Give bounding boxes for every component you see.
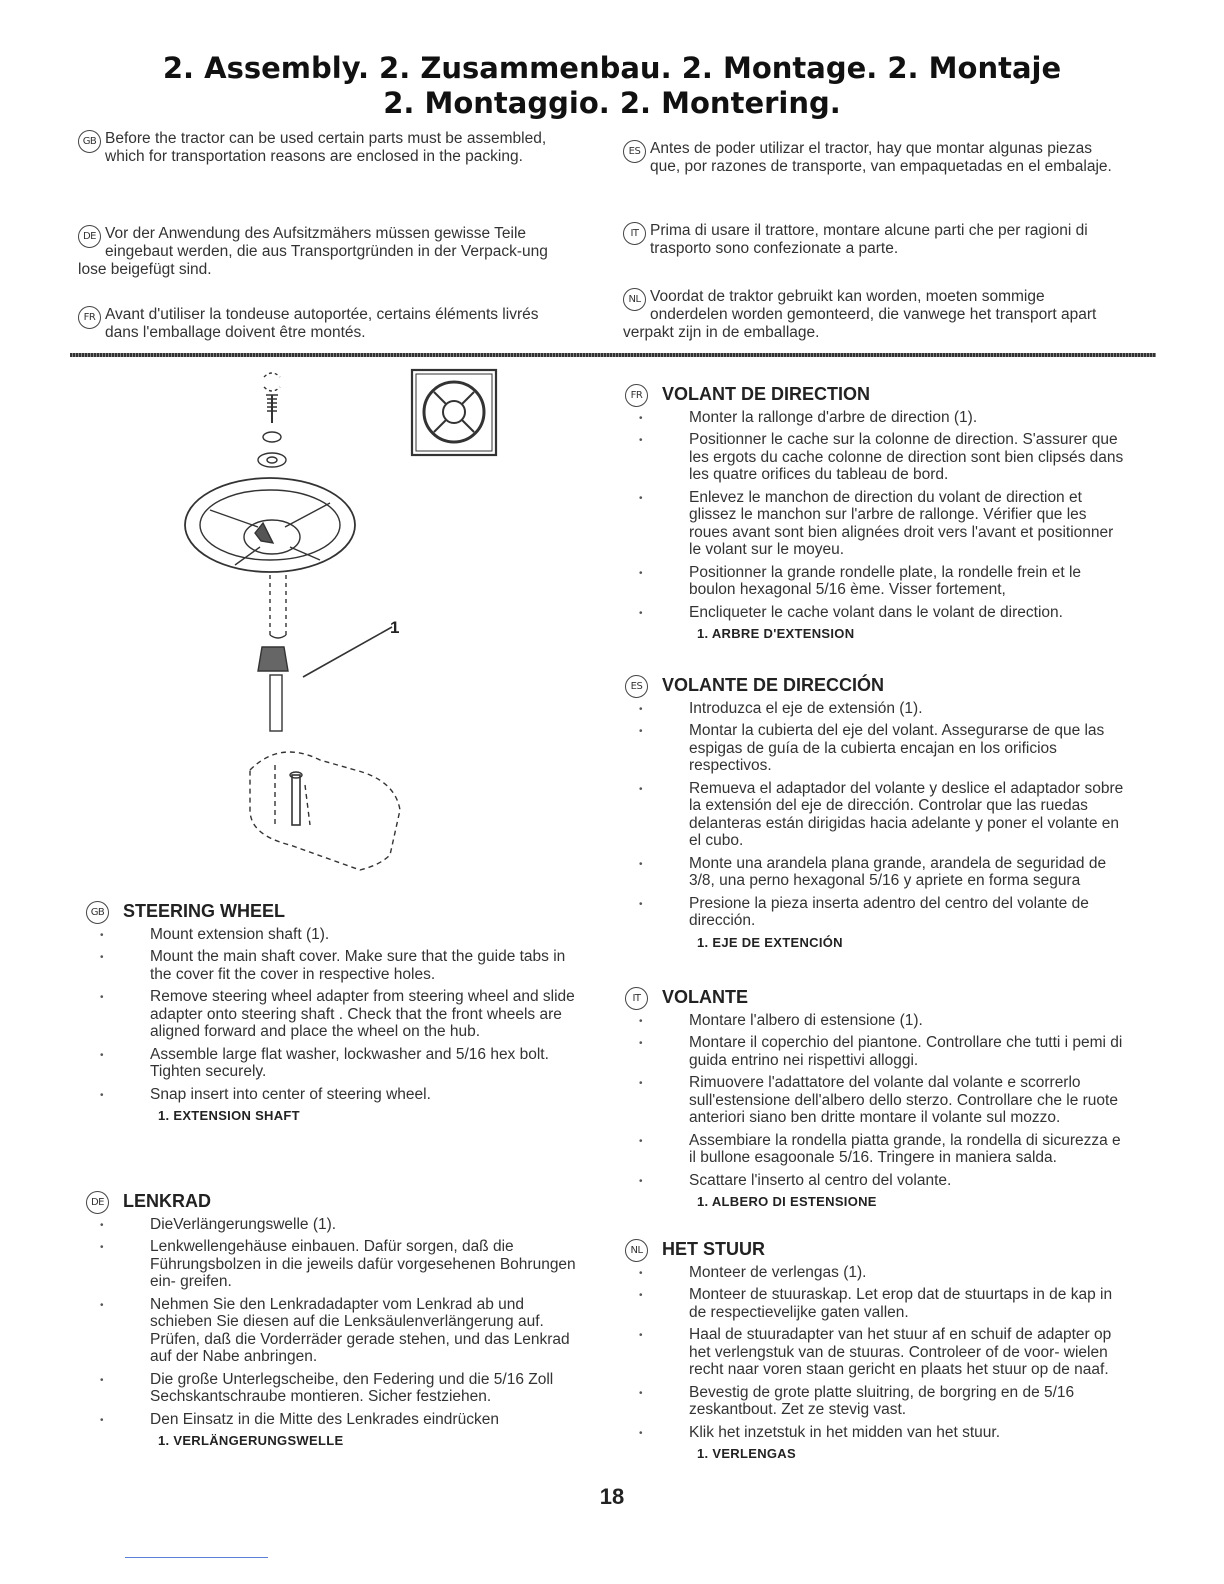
section-title: VOLANTE [662, 987, 749, 1007]
lang-badge-nl: NL [623, 288, 646, 311]
lang-badge-gb: GB [86, 901, 109, 924]
section-title: LENKRAD [123, 1191, 211, 1211]
legend-verlengas: 1. VERLENGAS [697, 1446, 796, 1462]
section-volant-de-direction [625, 383, 1125, 641]
section-het-stuur [625, 1238, 1125, 1461]
list-item: • Encliqueter le cache volant dans le volant de direction. [689, 604, 1125, 622]
intro-it [623, 222, 1125, 258]
intro-fr-text: Avant d'utiliser la tondeuse autoportée, certains éléments livrés dans l'emballage doivent être montés. [105, 306, 539, 341]
list-item: • Assemble large flat washer, lockwasher and 5/16 hex bolt. Tighten securely. [150, 1046, 576, 1081]
intro-fr [78, 306, 572, 342]
lang-badge-nl: NL [625, 1239, 648, 1262]
legend-eje-de-extencion: 1. EJE DE EXTENCIÓN [697, 934, 843, 950]
lang-badge-es: ES [625, 675, 648, 698]
list-item: • Die große Unterlegscheibe, den Federing und die 5/16 Zoll Sechskantschraube montieren. Sicher festziehen. [150, 1371, 576, 1406]
list-item: • Mount the main shaft cover. Make sure that the guide tabs in the cover fit the cover in respective holes. [150, 948, 576, 983]
divider-rule [70, 353, 1156, 357]
column-tube-icon [290, 772, 302, 825]
page-title-line-1: 2. Assembly. 2. Zusammenbau. 2. Montage. 2. Montaje [162, 51, 1062, 85]
list-item: • Den Einsatz in die Mitte des Lenkrades eindrücken [150, 1411, 576, 1429]
section-steering-wheel [86, 900, 576, 1123]
lang-badge-es: ES [623, 140, 646, 163]
extension-shaft-icon [258, 575, 392, 731]
section-title: STEERING WHEEL [123, 901, 286, 921]
list-item: • Montare il coperchio del piantone. Controllare che tutti i pemi di guida entrino nei rispettivi alloggi. [689, 1034, 1125, 1069]
intro-es [623, 140, 1125, 176]
steering-wheel-icon [185, 478, 355, 572]
list-item: • Lenkwellengehäuse einbauen. Dafür sorgen, daß die Führungsbolzen in die jeweils dafür vorgesehenen Bohrungen ein- greifen. [150, 1238, 576, 1291]
legend-arbre-d-extension: 1. ARBRE D'EXTENSION [697, 626, 855, 642]
steering-wheel-thumbnail-icon [412, 370, 496, 455]
legend-verlaengerungswelle: 1. VERLÄNGERUNGSWELLE [158, 1433, 344, 1449]
section-volante [625, 986, 1125, 1209]
intro-de [78, 225, 572, 279]
list-item: • Nehmen Sie den Lenkradadapter vom Lenkrad ab und schieben Sie diesen auf die Lenksäulenverlängerung auf. Prüfen, daß die Vorderräder gerade stehen, und das Lenkrad auf der Nabe anbringen. [150, 1296, 576, 1366]
list-item: • Presione la pieza inserta adentro del centro del volante de dirección. [689, 895, 1125, 930]
lang-badge-it: IT [625, 987, 648, 1010]
list-item: • Introduzca el eje de extensión (1). [689, 700, 1125, 718]
list-item: • DieVerlängerungswelle (1). [150, 1216, 576, 1234]
legend-extension-shaft: 1. EXTENSION SHAFT [158, 1108, 300, 1124]
intro-it-text: Prima di usare il trattore, montare alcune parti che per ragioni di trasporto sono confezionate a parte. [650, 222, 1088, 257]
intro-nl-text: Voordat de traktor gebruikt kan worden, moeten sommige onderdelen worden gemonteerd, die vanwege het transport apart verpakt zijn in de emballage. [623, 288, 1097, 341]
section-title: VOLANTE DE DIRECCIÓN [662, 675, 885, 695]
list-item: • Monteer de stuuraskap. Let erop dat de stuurtaps in de kap in de respectievelijke gaten vallen. [689, 1286, 1125, 1321]
list-item: • Remove steering wheel adapter from steering wheel and slide adapter onto steering shaft . Check that the front wheels are aligned forward and place the wheel on the hub. [150, 988, 576, 1041]
lang-badge-de: DE [86, 1191, 109, 1214]
section-lenkrad [86, 1190, 576, 1448]
list-item: • Remueva el adaptador del volante y deslice el adaptador sobre la extensión del eje de dirección. Controlar que las ruedas delanteras están dirigidas hacia adelante y poner el volante en el cubo. [689, 780, 1125, 850]
intro-gb [78, 130, 572, 166]
intro-gb-text: Before the tractor can be used certain parts must be assembled, which for transportation reasons are enclosed in the packing. [105, 130, 547, 165]
list-item: • Haal de stuuradapter van het stuur af en schuif de adapter op het verlengstuk van de stuuras. Controleer of de voor- wielen recht naar voren staan gericht en plaats het stuur op de naaf. [689, 1326, 1125, 1379]
list-item: • Monte una arandela plana grande, arandela de seguridad de 3/8, una perno hexagonal 5/16 y apriete en forma segura [689, 855, 1125, 890]
page-title-line-2: 2. Montaggio. 2. Montering. [383, 86, 841, 120]
legend-albero-di-estensione: 1. ALBERO DI ESTENSIONE [697, 1194, 877, 1210]
list-item: • Positionner la grande rondelle plate, la rondelle frein et le boulon hexagonal 5/16 ème. Visser fortement, [689, 564, 1125, 599]
list-item: • Positionner le cache sur la colonne de direction. S'assurer que les ergots du cache colonne de direction sont bien clipsés dans les quatre orifices du tableau de bord. [689, 431, 1125, 484]
lang-badge-it: IT [623, 222, 646, 245]
list-item: • Assembiare la rondella piatta grande, la rondella di sicurezza e il bullone esagoonale 5/16. Tringere in maniera salda. [689, 1132, 1125, 1167]
lang-badge-fr: FR [78, 306, 101, 329]
list-item: • Scattare l'inserto al centro del volante. [689, 1172, 1125, 1190]
lang-badge-de: DE [78, 225, 101, 248]
list-item: • Bevestig de grote platte sluitring, de borgring en de 5/16 zeskantbout. Zet ze stevig vast. [689, 1384, 1125, 1419]
hardware-stack-icon [258, 373, 286, 467]
list-item: • Snap insert into center of steering wheel. [150, 1086, 576, 1104]
list-item: • Klik het inzetstuk in het midden van het stuur. [689, 1424, 1125, 1442]
list-item: • Enlevez le manchon de direction du volant de direction et glissez le manchon sur l'arbre de rallonge. Vérifier que les roues avant sont bien alignées droit vers l'avant et positionner le volant sur le moyeu. [689, 489, 1125, 559]
footer-line [125, 1557, 268, 1558]
list-item: • Monter la rallonge d'arbre de direction (1). [689, 409, 1125, 427]
intro-es-text: Antes de poder utilizar el tractor, hay que montar algunas piezas que, por razones de transporte, van empaquetadas en el embalaje. [650, 140, 1112, 175]
list-item: • Rimuovere l'adattatore del volante dal volante e scorrerlo sull'estensione dell'albero dello sterzo. Controllare che le ruote anteriori siano ben dritte montare il volante sul mozzo. [689, 1074, 1125, 1127]
page-number: 18 [599, 1484, 625, 1509]
list-item: • Montare l'albero di estensione (1). [689, 1012, 1125, 1030]
lang-badge-fr: FR [625, 384, 648, 407]
section-volante-de-direccion [625, 674, 1125, 950]
section-title: HET STUUR [662, 1239, 765, 1259]
list-item: • Mount extension shaft (1). [150, 926, 576, 944]
intro-nl [623, 288, 1125, 342]
list-item: • Monteer de verlengas (1). [689, 1264, 1125, 1282]
intro-de-text: Vor der Anwendung des Aufsitzmähers müssen gewisse Teile eingebaut werden, die aus Transportgründen in der Verpack-ung lose beigefügt sind. [78, 225, 548, 278]
lang-badge-gb: GB [78, 130, 101, 153]
figure-callout-1: 1 [390, 618, 400, 637]
column-cover-icon [250, 752, 400, 870]
section-title: VOLANT DE DIRECTION [662, 384, 871, 404]
list-item: • Montar la cubierta del eje del volant. Assegurarse de que las espigas de guía de la cubierta encajan en los orificios respectivos. [689, 722, 1125, 775]
steering-wheel-assembly-figure [180, 365, 500, 900]
